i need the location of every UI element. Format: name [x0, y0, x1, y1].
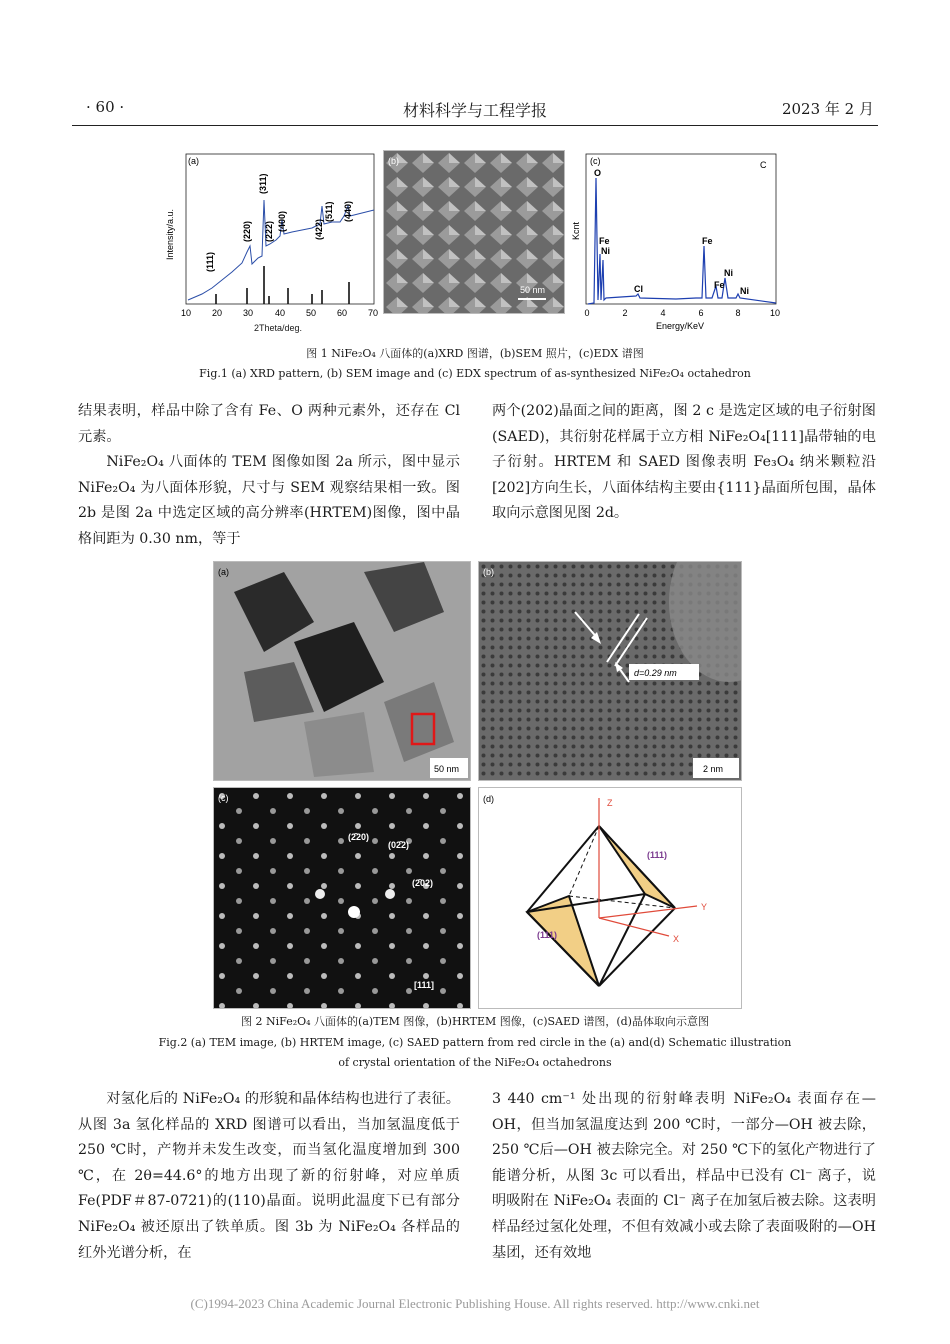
saed-index: (02̄2) — [388, 840, 410, 850]
saed-index: (2̄02) — [412, 878, 434, 888]
fig2b-label: (b) — [483, 567, 494, 577]
edx-peak-label: Cl — [634, 284, 643, 294]
fig2d-label: (d) — [483, 794, 494, 804]
hrtem-scale: 2 nm — [703, 764, 724, 774]
edx-peak-label: Fe — [714, 280, 725, 290]
fig1-caption-cn: 图 1 NiFe₂O₄ 八面体的(a)XRD 图谱，(b)SEM 照片，(c)EDX 谱图 — [306, 347, 644, 360]
xrd-xtick: 40 — [274, 308, 286, 318]
axis-x-label: X — [673, 934, 680, 944]
edx-xtick: 0 — [584, 308, 590, 318]
peak-440: (440) — [343, 200, 353, 222]
saed-texture — [214, 788, 470, 1008]
text-right-1 — [492, 399, 876, 527]
facet-label: (111) — [537, 930, 558, 940]
axis-z-label: Z — [607, 798, 613, 808]
fig1c-edx — [566, 148, 786, 336]
edx-xtick: 4 — [660, 308, 666, 318]
edx-xlabel: Energy/KeV — [656, 321, 705, 331]
text-left-1 — [78, 399, 460, 553]
fig1c-corner: C — [760, 160, 767, 170]
tem-scale: 50 nm — [434, 764, 460, 774]
paragraph: 结果表明，样品中除了含有 Fe、O 两种元素外，还存在 Cl 元素。 — [78, 403, 460, 445]
xrd-ylabel: Intensity/a.u. — [165, 208, 175, 260]
xrd-xlabel: 2Theta/deg. — [254, 323, 303, 333]
peak-220: (220) — [242, 220, 252, 242]
saed-index: (2̄20) — [348, 832, 370, 842]
d-spacing-label: d=0.29 nm — [634, 668, 677, 678]
sem-scale: 50 nm — [520, 285, 546, 295]
fig2a-label: (a) — [218, 567, 229, 577]
xrd-xtick: 20 — [211, 308, 223, 318]
edx-xtick: 6 — [698, 308, 704, 318]
page-number: · 60 · — [86, 98, 125, 116]
journal-title: 材料科学与工程学报 — [402, 101, 547, 120]
edx-peak-label: Fe — [702, 236, 713, 246]
paragraph: NiFe₂O₄ 八面体的 TEM 图像如图 2a 所示，图中显示 NiFe₂O₄ 为八面体形貌，尺寸与 SEM 观察结果相一致。图 2b 是图 2a 中选定区域的高分辨率(HRTEM)图像，图中晶格间距为 0.30 nm，等于 — [78, 454, 460, 547]
xrd-xtick: 60 — [336, 308, 348, 318]
paragraph: 两个(202)晶面之间的距离，图 2 c 是选定区域的电子衍射图(SAED)，其衍射花样属于立方相 NiFe₂O₄[111]晶带轴的电子衍射。HRTEM 和 SAED 图像表明 Fe₃O₄ 纳米颗粒沿[202]方向生长，八面体结构主要由{111}晶面所包围，晶体取向示意图见图 2d。 — [492, 403, 876, 522]
fig2-caption-en-1: Fig.2 (a) TEM image, (b) HRTEM image, (c) SAED pattern from red circle in the (a) and(d) Schematic illustration — [158, 1036, 792, 1049]
text-right-2 — [492, 1087, 876, 1266]
peak-400: (400) — [277, 210, 287, 232]
fig2-caption-en-2: of crystal orientation of the NiFe₂O₄ octahedrons — [338, 1056, 612, 1069]
fig2c-label: (c) — [218, 793, 229, 803]
xrd-xtick: 70 — [367, 308, 379, 318]
peak-222: (222) — [264, 220, 274, 242]
edx-peak-label: Ni — [724, 268, 733, 278]
fig1b-label: (b) — [388, 156, 399, 166]
fig1a-xrd — [162, 148, 380, 333]
edx-xtick: 8 — [735, 308, 741, 318]
tem-texture — [214, 562, 470, 780]
xrd-xtick: 50 — [305, 308, 317, 318]
paragraph: 对氢化后的 NiFe₂O₄ 的形貌和晶体结构也进行了表征。从图 3a 氢化样品的 XRD 图谱可以看出，当加氢温度低于 250 ℃时，产物并未发生改变，而当氢化温度增加到 300 ℃，在 2θ=44.6°的地方出现了新的衍射峰，对应单质 Fe(PDF＃87-0721)的(110)晶面。说明此温度下已有部分 NiFe₂O₄ 被还原出了铁单质。图 3b 为 NiFe₂O₄ 各样品的红外光谱分析，在 — [78, 1091, 460, 1261]
octahedron-diagram — [479, 788, 741, 1008]
fig2d-orientation-schematic — [478, 787, 742, 1009]
edx-ylabel: Kcnt — [571, 221, 581, 240]
xrd-xtick: 30 — [242, 308, 254, 318]
fig1c-label: (c) — [590, 156, 601, 166]
peak-511: (511) — [324, 201, 334, 222]
fig1-caption-en: Fig.1 (a) XRD pattern, (b) SEM image and (c) EDX spectrum of as-synthesized NiFe₂O₄ octahedron — [199, 367, 751, 380]
edx-plot — [566, 148, 786, 336]
xrd-xtick: 10 — [180, 308, 192, 318]
edx-peak-label: O — [594, 168, 602, 178]
header-rule — [72, 125, 878, 126]
copyright-footer: (C)1994-2023 China Academic Journal Electronic Publishing House. All rights reserved. http://www.cnki.net — [190, 1296, 760, 1311]
edx-xtick: 10 — [769, 308, 781, 318]
hrtem-texture — [479, 562, 741, 780]
fig2-caption-cn: 图 2 NiFe₂O₄ 八面体的(a)TEM 图像，(b)HRTEM 图像，(c)SAED 谱图，(d)晶体取向示意图 — [241, 1015, 709, 1028]
xrd-plot — [162, 148, 380, 323]
text-left-2 — [78, 1087, 460, 1266]
saed-index: [111] — [414, 980, 435, 990]
edx-peak-label: Ni — [601, 246, 610, 256]
fig2a-tem-image — [213, 561, 471, 781]
peak-111: (111) — [205, 251, 215, 272]
peak-311: (311) — [258, 173, 268, 194]
facet-label: (111) — [647, 850, 668, 860]
edx-xtick: 2 — [622, 308, 628, 318]
axis-y-label: Y — [701, 902, 708, 912]
peak-422: (422) — [314, 218, 324, 240]
edx-peak-label: Ni — [740, 286, 749, 296]
fig1b-sem-image — [383, 150, 565, 314]
edx-peak-label: Fe — [599, 236, 610, 246]
fig2b-hrtem-image — [478, 561, 742, 781]
fig1a-label: (a) — [188, 156, 199, 166]
fig2c-saed-image — [213, 787, 471, 1009]
sem-texture — [384, 151, 564, 313]
paragraph: 3 440 cm⁻¹ 处出现的衍射峰表明 NiFe₂O₄ 表面存在—OH，但当加氢温度达到 200 ℃时，一部分—OH 被去除，250 ℃后—OH 被去除完全。对 250 ℃下的氢化产物进行了能谱分析，从图 3c 可以看出，样品中已没有 Cl⁻ 离子，说明吸附在 NiFe₂O₄ 表面的 Cl⁻ 离子在加氢后被去除。这表明样品经过氢化处理，不但有效减小或去除了表面吸附的—OH 基团，还有效地 — [492, 1091, 876, 1261]
issue-date: 2023 年 2 月 — [781, 100, 874, 118]
